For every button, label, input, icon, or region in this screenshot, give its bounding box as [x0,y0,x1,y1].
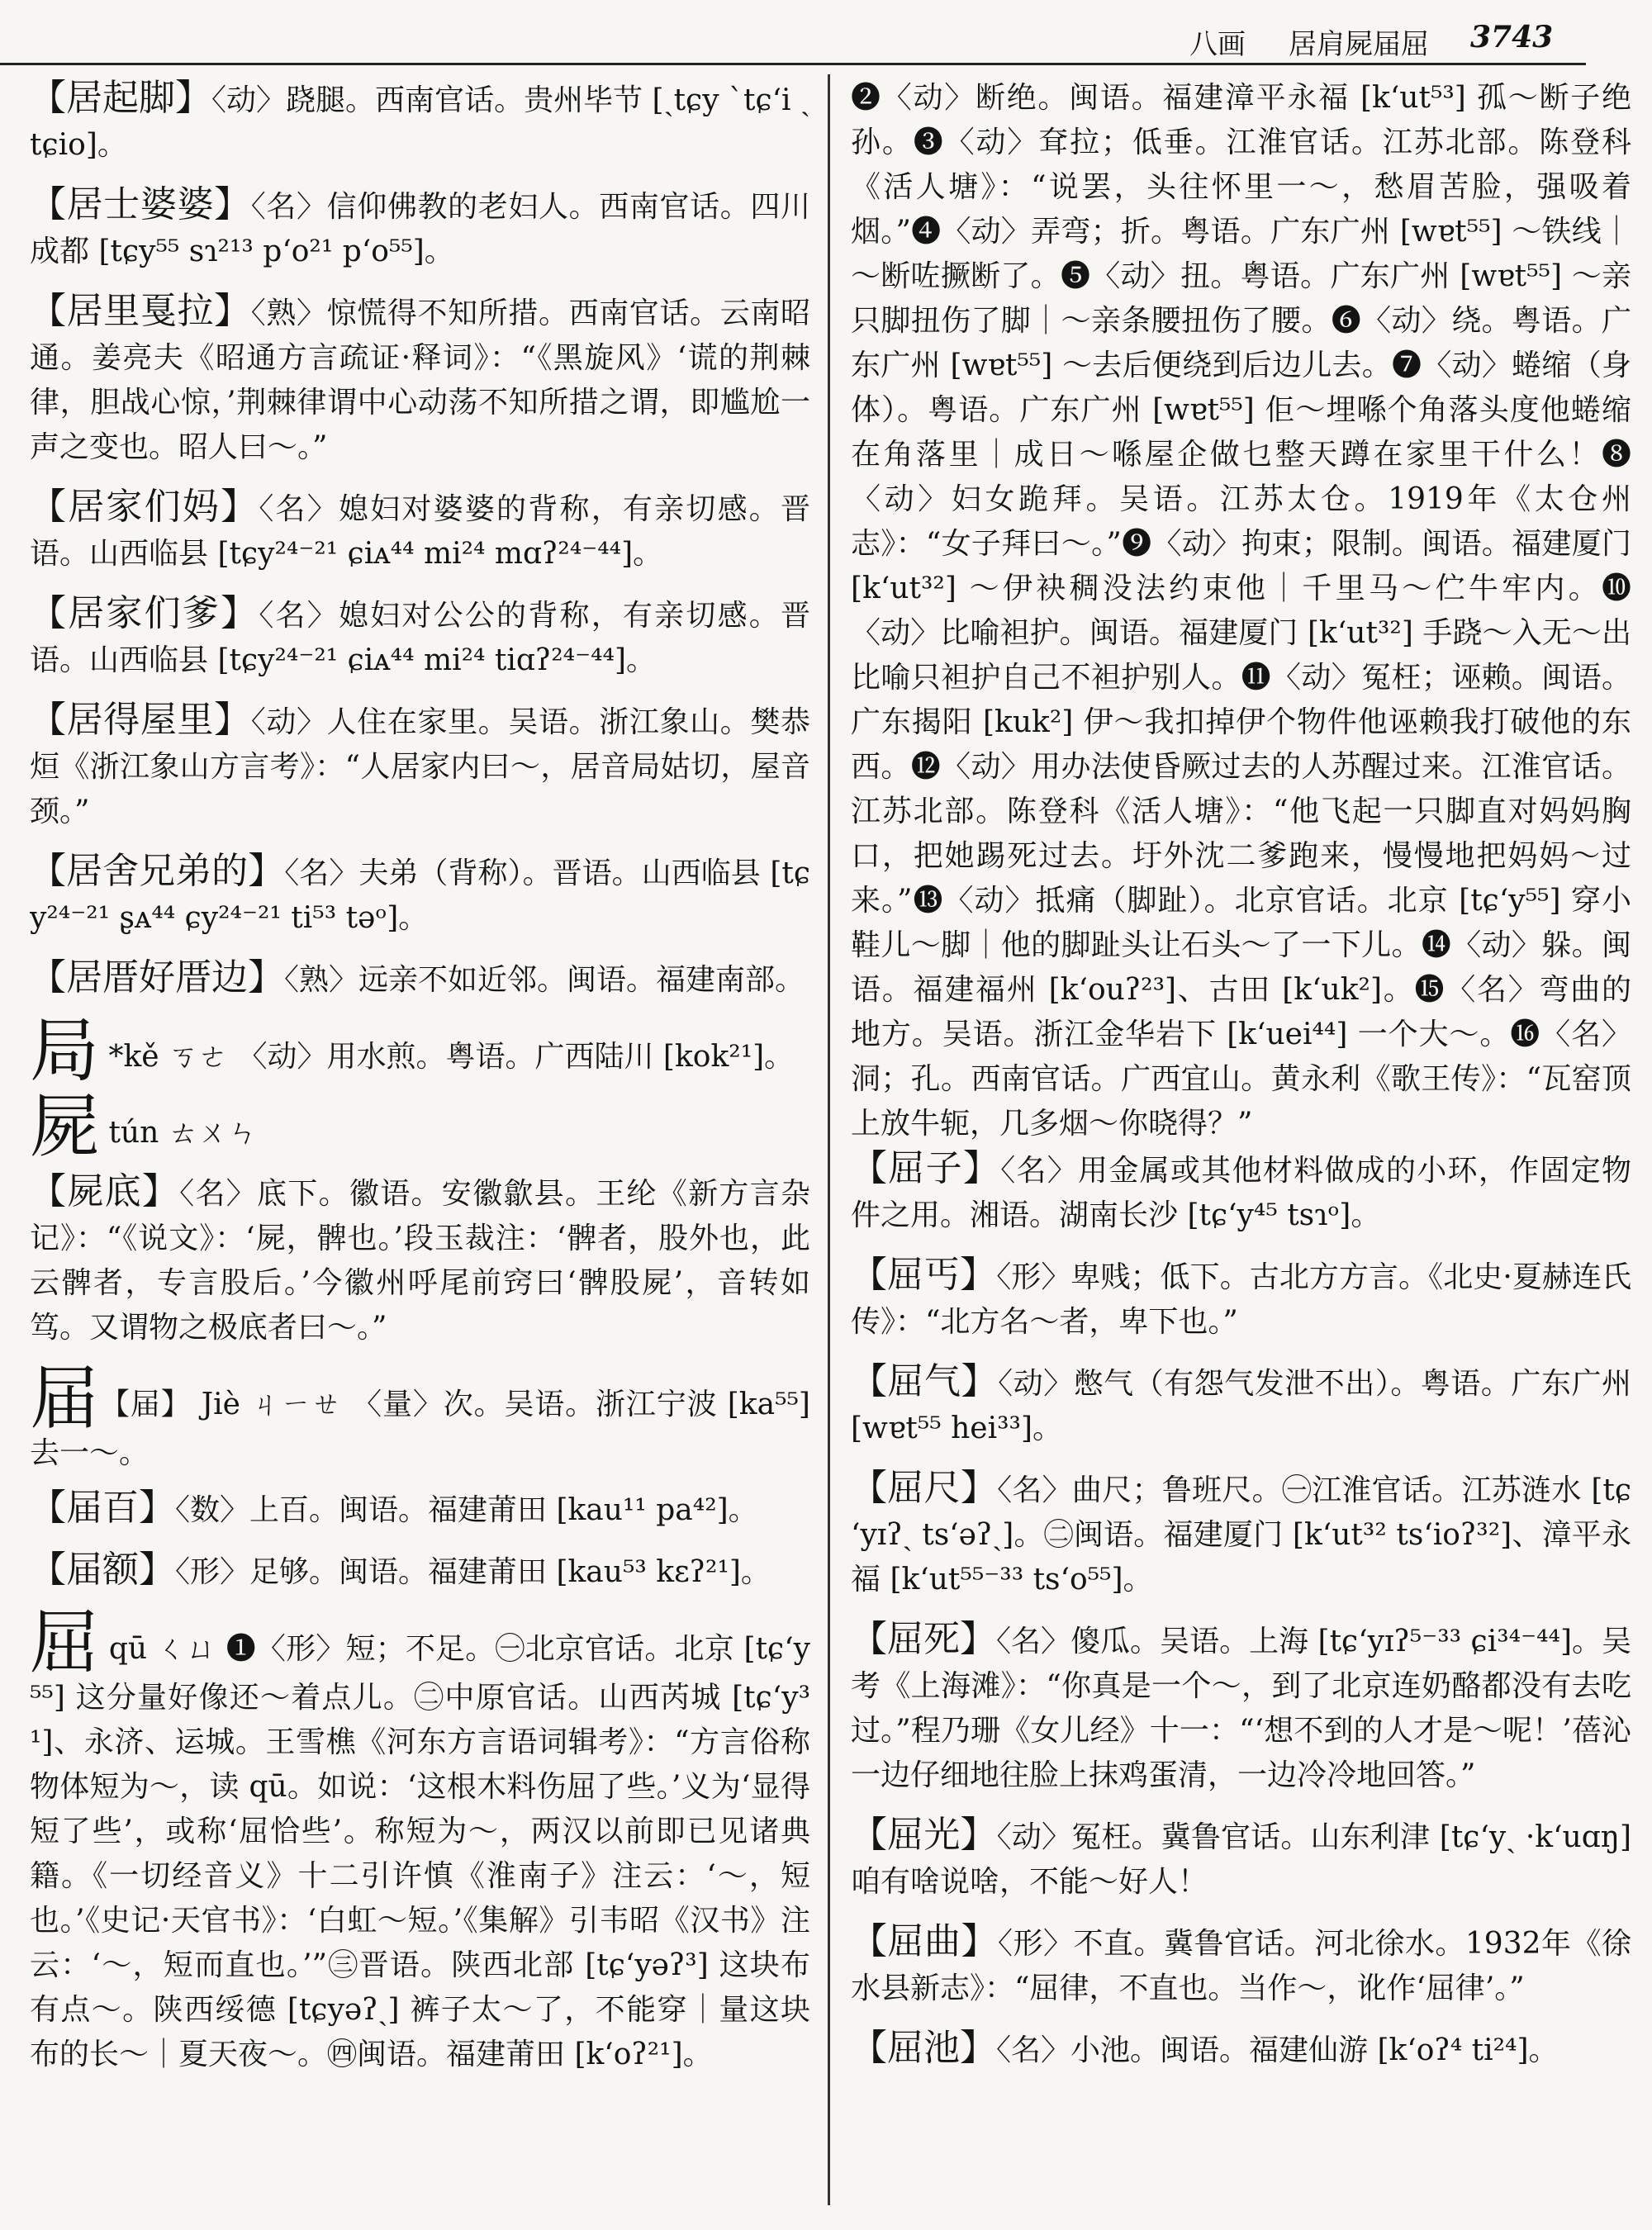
entry-headword: 【居士婆婆】 [30,183,251,225]
entry-headword: 【居舍兄弟的】 [30,850,285,892]
dictionary-entry [30,1602,810,2077]
entry-headword: 【居家们爹】 [30,592,259,634]
dictionary-entry [851,1253,1631,1345]
column-divider [828,74,830,2205]
entry-definition: 〈名〉媳妇对婆婆的背称，有亲切感。晋语。山西临县 [tɕy²⁴⁻²¹ ɕiᴀ⁴⁴ mi²⁴ mɑʔ²⁴⁻⁴⁴]。 [30,492,810,571]
character-headword: 屈 [30,1602,100,1683]
entry-definition: 〈名〉用金属或其他材料做成的小环，作固定物件之用。湘语。湖南长沙 [tɕʻy⁴⁵ tsɿᵒ]。 [851,1154,1631,1232]
dictionary-entry [851,1617,1631,1798]
entry-definition: 〈熟〉惊慌得不知所措。西南官话。云南昭通。姜亮夫《昭通方言疏证·释词》：“《黑旋风》‘谎的荆棘律，胆战心惊，’荆棘律谓中心动荡不知所措之谓，即尴尬一声之变也。昭人曰～。” [30,297,810,464]
dictionary-entry [30,289,810,470]
entry-definition: 〈名〉曲尺；鲁班尺。㊀江淮官话。江苏涟水 [tɕʻyɪʔˏ tsʻəʔˏ]。㊁闽语。福建厦门 [kʻut³² tsʻioʔ³²]、漳平永福 [kʻut⁵⁵⁻³³ tsʻo⁵⁵]。 [851,1473,1631,1597]
entry-headword: 【居里戛拉】 [30,290,251,332]
entry-headword: 【屈光】 [851,1814,997,1856]
entry-definition: 〈动〉人住在家里。吴语。浙江象山。樊恭烜《浙江象山方言考》：“人居家内曰～，居音局姑切，屋音颈。” [30,705,810,828]
dictionary-entry [30,76,810,168]
dictionary-entry [30,485,810,576]
dictionary-entry [851,1919,1631,2011]
entry-headword: 【居厝好厝边】 [30,956,284,999]
entry-definition: tún ㄊㄨㄣ [99,1116,258,1150]
entry-headword: 【屈曲】 [851,1920,998,1962]
dictionary-entry [30,1358,810,1476]
entry-definition: 〈形〉不直。冀鲁官话。河北徐水。1932年《徐水县新志》：“屈律，不直也。当作～，讹作‘屈律’。” [851,1927,1631,2005]
entry-definition: 〈数〉上百。闽语。福建莆田 [kau¹¹ pa⁴²]。 [175,1493,758,1527]
dictionary-entry [30,1548,810,1595]
entry-headword: 【屈池】 [851,2027,996,2069]
left-column [30,76,810,2213]
page-number: 3743 [1470,20,1554,55]
entry-definition: *kě ㄎㄜ 〈动〉用水煎。粤语。广西陆川 [kok²¹]。 [99,1040,795,1074]
entry-definition: 〈名〉小池。闽语。福建仙游 [kʻoʔ⁴ ti²⁴]。 [996,2033,1559,2067]
dictionary-entry [30,956,810,1003]
entry-headword: 【居得屋里】 [30,699,251,741]
entry-definition: 〈动〉跷腿。西南官话。贵州毕节 [ˏtɕy ˋtɕʻi ˏtɕio]。 [30,83,810,162]
entry-headword: 【屈子】 [851,1147,1001,1189]
entry-definition: 〈形〉卑贱；低下。古北方方言。《北史·夏赫连氏传》：“北方名～者，卑下也。” [851,1260,1631,1339]
entry-headword: 【届百】 [30,1487,175,1529]
dictionary-entry [851,1813,1631,1905]
entry-definition: 〈动〉冤枉。冀鲁官话。山东利津 [tɕʻyˎ ·kʻuɑŋ] 咱有啥说啥，不能～好人！ [851,1820,1631,1899]
dictionary-entry [30,1170,810,1350]
entry-definition: 〈名〉傻瓜。吴语。上海 [tɕʻyɪʔ⁵⁻³³ ɕi³⁴⁻⁴⁴]。吴考《上海滩》：“你真是一个～，到了北京连奶酪都没有去吃过。”程乃珊《女儿经》十一：“‘想不到的人才是～呢！’蓓沁一边仔细地往脸上抹鸡蛋清，一边冷冷地回答。” [851,1625,1631,1792]
dictionary-entry [30,849,810,941]
entry-headword: 【居起脚】 [30,77,212,119]
entry-definition: 〈形〉足够。闽语。福建莆田 [kau⁵³ kɛʔ²¹]。 [175,1555,771,1589]
entry-headword: 【屈尺】 [851,1467,998,1509]
dictionary-entry [30,1010,810,1091]
entry-definition: 【届】 Jiè ㄐㄧㄝ 〈量〉次。吴语。浙江宁波 [ka⁵⁵] 去一～。 [30,1388,810,1470]
entry-headword: 【屍底】 [30,1170,180,1212]
entry-definition: qū ㄑㄩ ❶〈形〉短；不足。㊀北京官话。北京 [tɕʻy⁵⁵] 这分量好像还～着点儿。㊁中原官话。山西芮城 [tɕʻy³¹]、永济、运城。王雪樵《河东方言语词辑考》：“方言俗称物体短为～，读 qū。如说：‘这根木料伤屈了些。’义为‘显得短了些’，或称‘屈恰些’。称短为～，两汉以前即已见诸典籍。《一切经音义》十二引许慎《淮南子》注云：‘～，短也。’《史记·天官书》：‘白虹～短。’《集解》引韦昭《汉书》注云：‘～，短而直也。’”㊂晋语。陕西北部 [tɕʻyəʔ³] 这块布有点～。陕西绥德 [tɕyəʔˏ] 裤子太～了，不能穿｜量这块布的长～｜夏天夜～。㊃闽语。福建莆田 [kʻoʔ²¹]。 [30,1632,810,2071]
right-column [851,76,1631,2213]
dictionary-entry [851,1146,1631,1238]
header-section: 八画 [1189,28,1246,61]
entry-definition: 〈动〉憋气（有怨气发泄不出）。粤语。广东广州 [wɐt⁵⁵ hei³³]。 [851,1367,1631,1445]
entry-definition: 〈名〉信仰佛教的老妇人。西南官话。四川成都 [tɕy⁵⁵ sɿ²¹³ pʻo²¹ pʻo⁵⁵]。 [30,190,810,268]
page-header [0,17,1586,65]
entry-headword: 【屈气】 [851,1360,999,1402]
entry-headword: 【届额】 [30,1549,175,1591]
dictionary-entry [851,2026,1631,2073]
entry-definition: 〈熟〉远亲不如近邻。闽语。福建南部。 [284,963,805,997]
entry-definition: 〈名〉夫弟（背称）。晋语。山西临县 [tɕy²⁴⁻²¹ ʂᴀ⁴⁴ ɕy²⁴⁻²¹ ti⁵³ təᵒ]。 [30,856,810,935]
header-characters: 居肩屍届屈 [1289,28,1429,61]
dictionary-entry [851,1359,1631,1451]
character-headword: 局 [30,1010,100,1091]
dictionary-entry [30,698,810,834]
dictionary-entry [30,183,810,274]
entry-headword: 【屈死】 [851,1618,997,1660]
entry-definition: 〈名〉媳妇对公公的背称，有亲切感。晋语。山西临县 [tɕy²⁴⁻²¹ ɕiᴀ⁴⁴ mi²⁴ tiɑʔ²⁴⁻⁴⁴]。 [30,599,810,677]
entry-definition: 〈名〉底下。徽语。安徽歙县。王纶《新方言杂记》：“《说文》：‘屍，髀也。’段玉裁注：‘髀者，股外也，此云髀者，专言股后。’今徽州呼尾前窍曰‘髀股屍’，音转如笃。又谓物之极底者曰～。” [30,1177,810,1345]
entry-headword: 【居家们妈】 [30,486,259,528]
dictionary-entry [30,591,810,683]
continued-entry-text: ❷〈动〉断绝。闽语。福建漳平永福 [kʻut⁵³] 孤～断子绝孙。❸〈动〉耷拉；低垂。江淮官话。江苏北部。陈登科《活人塘》：“说罢，头往怀里一～，愁眉苦脸，强吸着烟。”❹〈动〉弄弯；折。粤语。广东广州 [wɐt⁵⁵] ～铁线｜～断咗撅断了。❺〈动〉扭。粤语。广东广州 [wɐt⁵⁵] ～亲只脚扭伤了脚｜～亲条腰扭伤了腰。❻〈动〉绕。粤语。广东广州 [wɐt⁵⁵] ～去后便绕到后边儿去。❼〈动〉蜷缩（身体）。粤语。广东广州 [wɐt⁵⁵] 佢～埋喺个角落头度他蜷缩在角落里｜成日～喺屋企做乜整天蹲在家里干什么！❽〈动〉妇女跪拜。吴语。江苏太仓。1919年《太仓州志》：“女子拜曰～。”❾〈动〉拘束；限制。闽语。福建厦门 [kʻut³²] ～伊袂稠没法约束他｜千里马～伫牛牢内。❿〈动〉比喻袒护。闽语。福建厦门 [kʻut³²] 手跷～入无～出比喻只袒护自己不袒护别人。⓫〈动〉冤枉；诬赖。闽语。广东揭阳 [kuk²] 伊～我扣掉伊个物件他诬赖我打破他的东西。⓬〈动〉用办法使昏厥过去的人苏醒过来。江淮官话。江苏北部。陈登科《活人塘》：“他飞起一只脚直对妈妈胸口，把她踢死过去。圩外沈二爹跑来，慢慢地把妈妈～过来。”⓭〈动〉抵痛（脚趾）。北京官话。北京 [tɕʻy⁵⁵] 穿小鞋儿～脚｜他的脚趾头让石头～了一下儿。⓮〈动〉躲。闽语。福建福州 [kʻouʔ²³]、古田 [kʻuk²]。⓯〈名〉弯曲的地方。吴语。浙江金华岩下 [kʻuei⁴⁴] 一个大～。⓰〈名〉洞；孔。西南官话。广西宜山。黄永利《歌王传》：“瓦窑顶上放牛轭，几多烟～你晓得？” [851,81,1631,1141]
dictionary-entry [30,1086,810,1167]
character-headword: 届 [30,1358,100,1439]
dictionary-entry [851,1466,1631,1602]
dictionary-entry [30,1486,810,1533]
entry-headword: 【屈丐】 [851,1254,997,1296]
character-headword: 屍 [30,1086,100,1167]
